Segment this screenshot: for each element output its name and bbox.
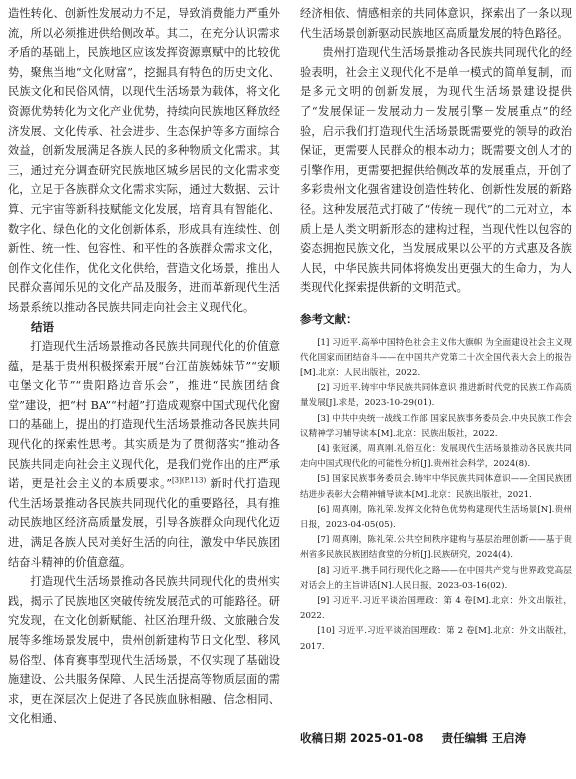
reference-item: [7] 周真刚，陈礼荣.公共空间秩序建构与基层治理创新——基于贵州省多民族民族团结食堂的分析[J].民族研究，2024(4). xyxy=(300,535,572,561)
references-title: 参考文献： xyxy=(300,311,358,326)
reference-item: [4] 张冠溪，周真刚.礼俗互化：发展现代生活场景推动各民族共同走向中国式现代化的可能性分析[J].贵州社会科学，2024(8). xyxy=(300,443,572,470)
section-heading-conclusion: 结语 xyxy=(31,319,54,334)
paragraph-text: 新时代打造现代生活场景推动各民族共同现代化的重要路径，具有推动民族地区经济高质量发展，引导各族群众向现代化迈进，满足各族人民对美好生活的向往，激发中华民族团结奋斗精神的价值意蕴。 xyxy=(8,477,280,569)
responsible-editor: 责任编辑 王启涛 xyxy=(441,731,527,745)
article-footer xyxy=(300,730,572,746)
received-date: 收稿日期 2025-01-08 xyxy=(300,731,424,745)
body-paragraph: 经济相依、情感相亲的共同体意识，探索出了一条以现代生活场景创新驱动民族地区高质量发展的特色路径。 xyxy=(300,7,572,40)
reference-item: [1] 习近平.高举中国特色社会主义伟大旗帜 为全面建设社会主义现代化国家而团结奋斗——在中国共产党第二十次全国代表大会上的报告[M].北京：人民出版社，2022. xyxy=(300,337,572,378)
reference-list xyxy=(300,336,572,655)
right-column xyxy=(300,4,572,655)
reference-item: [9] 习近平.习近平谈治国理政：第 4 卷[M].北京：外文出版社，2022. xyxy=(300,595,572,622)
body-paragraph: 造性转化、创新性发展动力不足，导致消费能力严重外流，所以必须推进供给侧改革。其二，在充分认识需求矛盾的基础上，民族地区应该发挥资源禀赋中的比较优势，聚焦当地“文化财富”，挖掘具有特色的历史文化、民族文化和民俗风情，以现代生活场景为载体，将文化资源优势转化为文化产业优势，持续向民族地区释放经济发展、文化传承、社会进步、生态保护等多方面综合效益，创新发展满足各族人民的多种物质文化需求。其三，通过充分调查研究民族地区城乡居民的文化需求变化，立足于各族群众文化需求实际，通过大数据、云计算、元宇宙等新科技赋能文化发展，培育具有智能化、数字化、绿色化的文化创新体系，形成具有连续性、创新性、统一性、包容性、和平性的各族群众需求文化，创作文化佳作，优化文化供给，营造文化场景，推出人民群众喜闻乐见的文化产品及服务，进而革新现代生活场景系统以推动各民族共同走向社会主义现代化。 xyxy=(8,7,280,314)
reference-item: [2] 习近平.铸牢中华民族共同体意识 推进新时代党的民族工作高质量发展[J].求是，2023-10-29(01). xyxy=(300,383,572,409)
body-paragraph: 打造现代生活场景推动各民族共同现代化的贵州实践，揭示了民族地区突破传统发展范式的可能路径。研究发现，在文化创新赋能、社区治理升级、文旅融合发展等多维场景发展中，贵州创新建构节日文化型、移风易俗型、体育赛事型现代生活场景，不仅实现了基础设施建设、公共服务保障、人民生活提高等物质层面的需求，更在深层次上促进了各民族血脉相融、信念相同、文化相通、 xyxy=(8,575,280,726)
reference-item: [8] 习近平.携手同行现代化之路——在中国共产党与世界政党高层对话会上的主旨讲话[N].人民日报，2023-03-16(02). xyxy=(300,565,572,591)
reference-item: [3] 中共中央统一战线工作部 国家民族事务委员会.中央民族工作会议精神学习辅导读本[M].北京：民族出版社，2022. xyxy=(300,413,572,439)
reference-item: [10] 习近平.习近平谈治国理政：第 2 卷[M].北京：外文出版社，2017. xyxy=(300,626,572,652)
body-paragraph: 贵州打造现代生活场景推动各民族共同现代化的经验表明，社会主义现代化不是单一模式的简单复制，而是多元文明的创新发展，为现代生活场景建设提供了“发展保证－发展动力－发展引擎－发展重点”的经验，启示我们打造现代生活场景既需要党的领导的政治保证，更需要人民群众的根本动力；既需要文创人才的引擎作用，更需要把握供给侧改革的发展重点，开创了多彩贵州文化强省建设创造性转化、创新性发展的新路径。这种发展范式打破了“传统－现代”的二元对立，本质上是人类文明新形态的建构过程，当现代性以包容的姿态拥抱民族文化，当发展成果以公平的方式惠及各族人民，中华民族共同体将焕发出更强大的生命力，为人类现代化探索提供新的文明范式。 xyxy=(300,46,572,295)
left-column xyxy=(8,4,280,729)
reference-item: [6] 周真刚，陈礼荣.发挥文化特色优势构建现代生活场景[N].贵州日报，2023-04-05(05). xyxy=(300,504,572,530)
body-paragraph xyxy=(8,337,280,572)
citation-marker: [3](P.113) xyxy=(171,476,207,485)
paragraph-text: 打造现代生活场景推动各民族共同现代化的价值意蕴，是基于贵州积极探索开展“台江苗族姊妹节”“安顺屯堡文化节”“贵阳路边音乐会”，推进“民族团结食堂”建设，把“村 BA”“村超”打造成观察中国式现代化窗口的基础上，提出的打造现代生活场景推动各民族共同现代化的探索性思考。其实质是为了贯彻落实“推动各民族共同走向社会主义现代化，是我们党作出的庄严承诺，更是社会主义的本质要求。” xyxy=(8,340,280,491)
reference-item: [5] 国家民族事务委员会.铸牢中华民族共同体意识——全国民族团结进步表彰大会精神辅导读本[M].北京：民族出版社，2021. xyxy=(300,474,572,500)
